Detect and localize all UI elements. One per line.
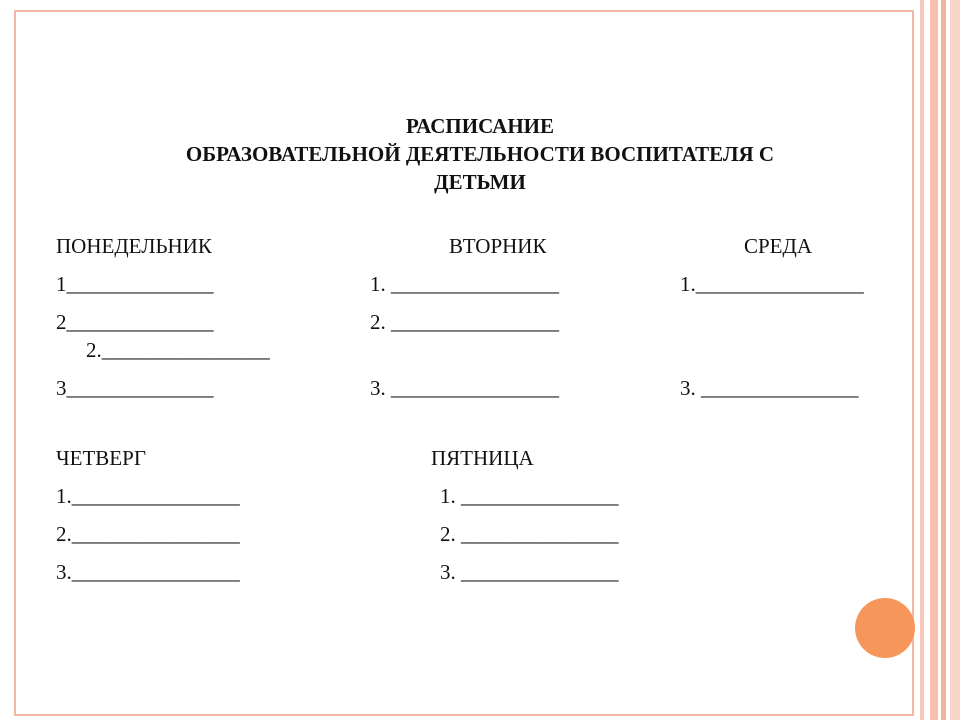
wednesday-label: СРЕДА (744, 234, 813, 258)
tuesday-label: ВТОРНИК (449, 234, 547, 258)
monday-item-2: 2______________ (56, 310, 214, 334)
title-line-1: РАСПИСАНИЕ (405, 114, 555, 138)
friday-item-3: 3. _______________ (440, 560, 619, 584)
stripe (950, 0, 960, 720)
decorative-stripes (916, 0, 960, 720)
monday-item-3: 3______________ (56, 376, 214, 400)
friday-item-2: 2. _______________ (440, 522, 619, 546)
friday-item-1: 1. _______________ (440, 484, 619, 508)
title-line-3: ДЕТЬМИ (434, 170, 526, 194)
tuesday-item-3: 3. ________________ (370, 376, 559, 400)
frame-bottom-border (14, 714, 914, 716)
monday-item-1: 1______________ (56, 272, 214, 296)
frame-top-border (14, 10, 914, 12)
tuesday-item-1: 1. ________________ (370, 272, 559, 296)
wednesday-item-1: 1.________________ (680, 272, 864, 296)
thursday-item-1: 1.________________ (56, 484, 240, 508)
title-line-2: ОБРАЗОВАТЕЛЬНОЙ ДЕЯТЕЛЬНОСТИ ВОСПИТАТЕЛЯ С (185, 142, 775, 166)
thursday-label: ЧЕТВЕРГ (56, 446, 146, 470)
page-title (0, 112, 960, 196)
monday-label: ПОНЕДЕЛЬНИК (56, 234, 212, 258)
thursday-item-3: 3.________________ (56, 560, 240, 584)
decorative-circle (855, 598, 915, 658)
thursday-item-2: 2.________________ (56, 522, 240, 546)
tuesday-item-2: 2. ________________ (370, 310, 559, 334)
wednesday-item-2: 2.________________ (86, 338, 270, 362)
friday-label: ПЯТНИЦА (431, 446, 534, 470)
wednesday-item-3: 3. _______________ (680, 376, 859, 400)
stripe (930, 0, 938, 720)
